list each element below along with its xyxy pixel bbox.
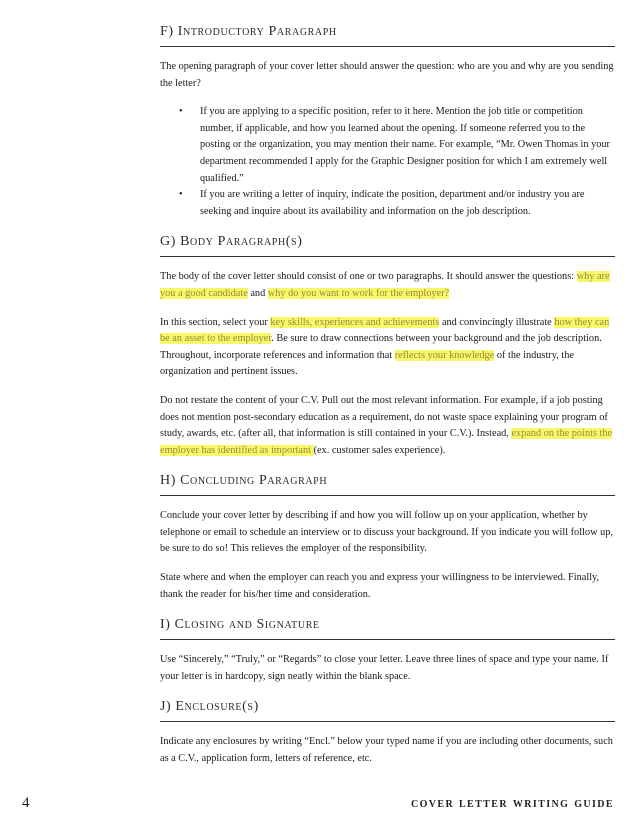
section-heading: F) Introductory Paragraph: [160, 22, 615, 47]
section-heading: I) Closing and Signature: [160, 615, 615, 640]
highlighted-text: how they can be an asset to the employer: [160, 316, 610, 345]
paragraph: [160, 508, 615, 558]
text-run: The opening paragraph of your cover letter should answer the question: who are you and why are you sending the letter?: [160, 61, 614, 89]
section: [160, 615, 615, 685]
highlighted-text: why are you a good candidate: [160, 271, 610, 299]
highlighted-text: reflects your knowledge: [394, 349, 495, 361]
paragraph: [160, 570, 615, 603]
paragraph: [160, 59, 615, 92]
highlighted-text: key skills, experiences and achievements: [270, 316, 440, 328]
section: [160, 471, 615, 603]
paragraph: [160, 652, 615, 685]
paragraph: [160, 269, 615, 302]
page-number: 4: [22, 795, 30, 811]
document-body: [160, 22, 615, 780]
section-heading: J) Enclosure(s): [160, 697, 615, 722]
bullet-item: • If you are writing a letter of inquiry, indicate the position, department and/or industry you are seeking and inquire about its availability and information on the job description.: [179, 187, 615, 220]
highlighted-text: why do you want to work for the employer?: [267, 287, 450, 299]
guide-title: cover letter writing guide: [410, 796, 614, 811]
section-heading: G) Body Paragraph(s): [160, 232, 615, 257]
paragraph: [160, 315, 615, 381]
section: [160, 697, 615, 767]
paragraph: [160, 734, 615, 767]
section-heading: H) Concluding Paragraph: [160, 471, 615, 496]
text-run: In this section, select your: [160, 316, 271, 328]
page-footer: [22, 795, 614, 817]
bullet-item: • If you are applying to a specific position, refer to it here. Mention the job title or competition number, if applicable, and how you learned about the opening. If someone referred you to the posting or the organization, you may mention their name. For example, “Mr. Owen Thomas in your department recommended I apply for the Graphic Designer position for which I am extremely well qualified.”: [179, 104, 615, 187]
highlighted-text: expand on the points the employer has identified as important: [160, 428, 613, 456]
text-run: of the industry, the organization and pertinent issues.: [160, 349, 574, 378]
text-run: . Be sure to draw connections between your background and the job description. Throughout, incorporate references and information that: [160, 333, 602, 361]
text-run: and: [247, 287, 268, 299]
text-run: and convincingly illustrate: [439, 316, 555, 328]
section: [160, 22, 615, 220]
text-run: The body of the cover letter should consist of one or two paragraphs. It should answer the questions:: [160, 271, 577, 283]
text-run: Conclude your cover letter by describing if and how you will follow up on your application, whether by telephone or email to schedule an interview or to discuss your background. If you indicate you will follow up, be sure to do so! This relieves the employer of the responsibility.: [160, 510, 613, 555]
text-run: (ex. customer sales experience).: [313, 444, 446, 456]
text-run: Indicate any enclosures by writing “Encl.” below your typed name if you are including other documents, such as a C.V., application form, letters of reference, etc.: [160, 736, 613, 765]
bullet-list: [160, 104, 615, 220]
section: [160, 232, 615, 459]
text-run: Do not restate the content of your C.V. Pull out the most relevant information. For example, if a job posting does not mention post-secondary education as a requirement, do not waste space explaining your program of study, awards, etc. (after all, that information is still contained in your C.V.). Instead,: [160, 394, 608, 440]
text-run: Use “Sincerely,” “Truly,” or “Regards” to close your letter. Leave three lines of space and type your name. If your letter is in hardcopy, sign neatly within the blank space.: [160, 654, 609, 682]
text-run: State where and when the employer can reach you and express your willingness to be interviewed. Finally, thank the reader for his/her time and consideration.: [160, 572, 600, 600]
paragraph: [160, 393, 615, 459]
